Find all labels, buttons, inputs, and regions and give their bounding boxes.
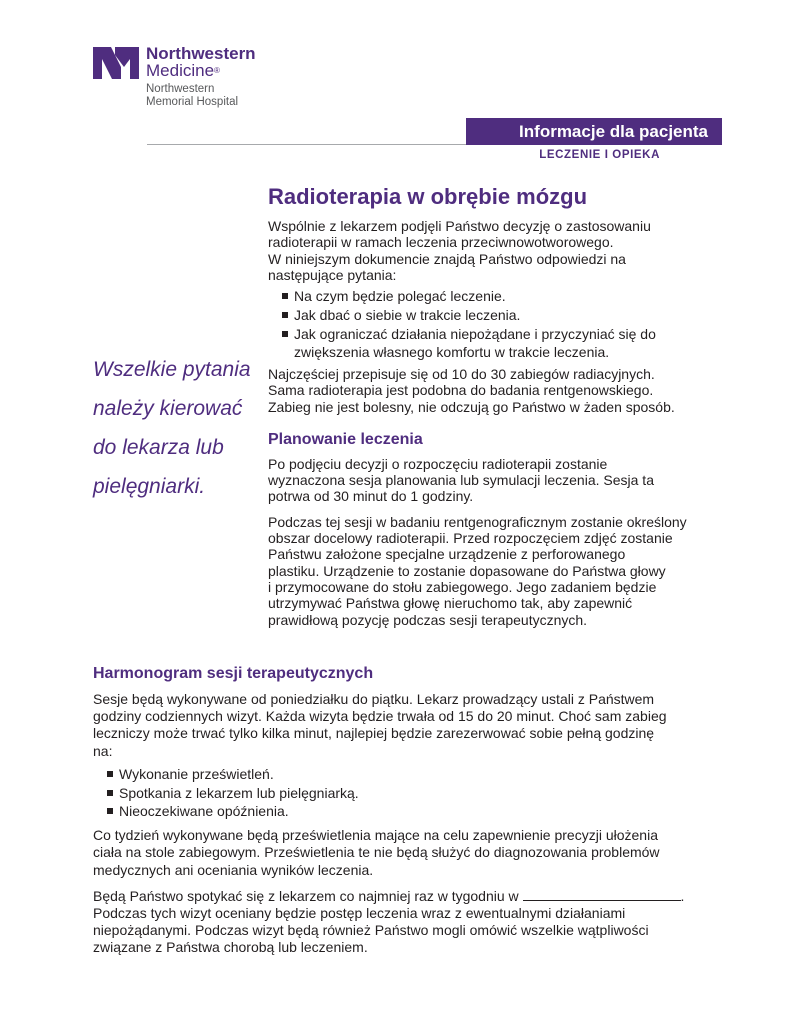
text-line: Państwu założone specjalne urządzenie z perforowanego	[268, 546, 626, 563]
list-item: Spotkania z lekarzem lub pielęgniarką.	[107, 784, 733, 803]
text-line: godziny codziennych wizyt. Każda wizyta będzie trwała od 15 do 20 minut. Choć sam zabieg	[93, 708, 667, 725]
text-line: Co tydzień wykonywane będą prześwietlenia mające na celu zapewnienie precyzji ułożenia	[93, 827, 658, 844]
text-line: leczniczy może trwać tylko kilka minut, najlepiej będzie zarezerwować sobie pełną godzinę	[93, 725, 655, 742]
text-line: Sesje będą wykonywane od poniedziałku do piątku. Lekarz prowadzący ustali z Państwem	[93, 691, 655, 707]
schedule-paragraph-3	[93, 888, 733, 957]
list-item: Na czym będzie polegać leczenie.	[282, 287, 728, 306]
text-line: Podczas tych wizyt oceniany będzie postęp leczenia wraz z ewentualnymi działaniami	[93, 905, 626, 922]
sidebar-quote	[93, 350, 263, 506]
summary-paragraph	[268, 366, 728, 415]
text-line: związane z Państwa chorobą lub leczeniem.	[93, 939, 368, 956]
text-line: Po podjęciu decyzji o rozpoczęciu radioterapii zostanie	[268, 455, 608, 472]
text-line: Sama radioterapia jest podobna do badania rentgenowskiego.	[268, 382, 654, 399]
text-line: ciała na stole zabiegowym. Prześwietlenia te nie będą służyć do diagnozowania problemów	[93, 844, 660, 861]
text-line: Wspólnie z lekarzem podjęli Państwo decyzję o zastosowaniu	[268, 218, 651, 234]
planning-heading: Planowanie leczenia	[268, 430, 423, 448]
header-band-title: Informacje dla pacjenta	[466, 118, 722, 145]
text-line: radioterapii w ramach leczenia przeciwnowotworowego.	[268, 234, 614, 251]
schedule-paragraph-1	[93, 691, 733, 760]
text-line: Zabieg nie jest bolesny, nie odczują go Państwo w żaden sposób.	[268, 398, 675, 415]
text-line: wyznaczona sesja planowania lub symulacji leczenia. Sesja ta	[268, 472, 654, 489]
quote-line: do lekarza lub	[93, 436, 224, 459]
text-line: W niniejszym dokumencie znajdą Państwo odpowiedzi na	[268, 250, 626, 267]
list-item: Nieoczekiwane opóźnienia.	[107, 802, 733, 821]
schedule-heading: Harmonogram sesji terapeutycznych	[93, 665, 374, 682]
planning-paragraph-2	[268, 514, 728, 628]
text-line: na:	[93, 742, 113, 759]
main-column	[268, 183, 728, 628]
logo-name-line1: Northwestern	[146, 44, 256, 63]
logo-name-line2: Medicine®	[146, 61, 220, 80]
list-item: Jak dbać o siebie w trakcie leczenia.	[282, 306, 728, 325]
schedule-section	[93, 664, 733, 957]
questions-list	[268, 287, 728, 362]
fill-in-blank[interactable]	[523, 888, 681, 901]
text-line: potrwa od 30 minut do 1 godziny.	[268, 488, 474, 505]
quote-line: Wszelkie pytania	[93, 358, 251, 381]
schedule-list	[93, 765, 733, 821]
text-line: Podczas tej sesji w badaniu rentgenograficznym zostanie określony	[268, 513, 687, 530]
logo-hospital-line1: Northwestern	[146, 83, 215, 95]
text-line: Najczęściej przepisuje się od 10 do 30 zabiegów radiacyjnych.	[268, 366, 655, 382]
text-line: i przymocowane do stołu zabiegowego. Jego zadaniem będzie	[268, 578, 657, 595]
text-line: utrzymywać Państwa głowę nieruchomo tak, aby zapewnić	[268, 595, 633, 612]
text-line: niepożądanymi. Podczas wizyt będą również Państwo mogli omówić wszelkie wątpliwości	[93, 922, 649, 939]
text-line: następujące pytania:	[268, 266, 397, 283]
planning-paragraph-1	[268, 456, 728, 505]
schedule-paragraph-2	[93, 827, 733, 879]
text-line: obszar docelowy radioterapii. Przed rozpoczęciem zdjęć zostanie	[268, 530, 673, 547]
list-item: Wykonanie prześwietleń.	[107, 765, 733, 784]
text-line: medycznych ani oceniania wyników leczenia.	[93, 861, 374, 878]
list-item: Jak ograniczać działania niepożądane i przyczyniać się do zwiększenia własnego komfortu w trakcie leczenia.	[282, 325, 728, 362]
nm-logo-mark-icon	[93, 47, 139, 79]
text-line: plastiku. Urządzenie to zostanie dopasowane do Państwa głowy	[268, 562, 666, 579]
quote-line: należy kierować	[93, 397, 243, 420]
header-category: LECZENIE I OPIEKA	[539, 149, 660, 161]
logo-hospital-line2: Memorial Hospital	[146, 96, 239, 108]
northwestern-medicine-logo	[93, 45, 293, 115]
text-line: Będą Państwo spotykać się z lekarzem co najmniej raz w tygodniu w .	[93, 887, 685, 904]
text-line: prawidłową pozycję podczas sesji terapeutycznych.	[268, 611, 588, 628]
intro-paragraph	[268, 218, 728, 283]
quote-line: pielęgniarki.	[93, 475, 206, 498]
document-title: Radioterapia w obrębie mózgu	[268, 184, 588, 209]
